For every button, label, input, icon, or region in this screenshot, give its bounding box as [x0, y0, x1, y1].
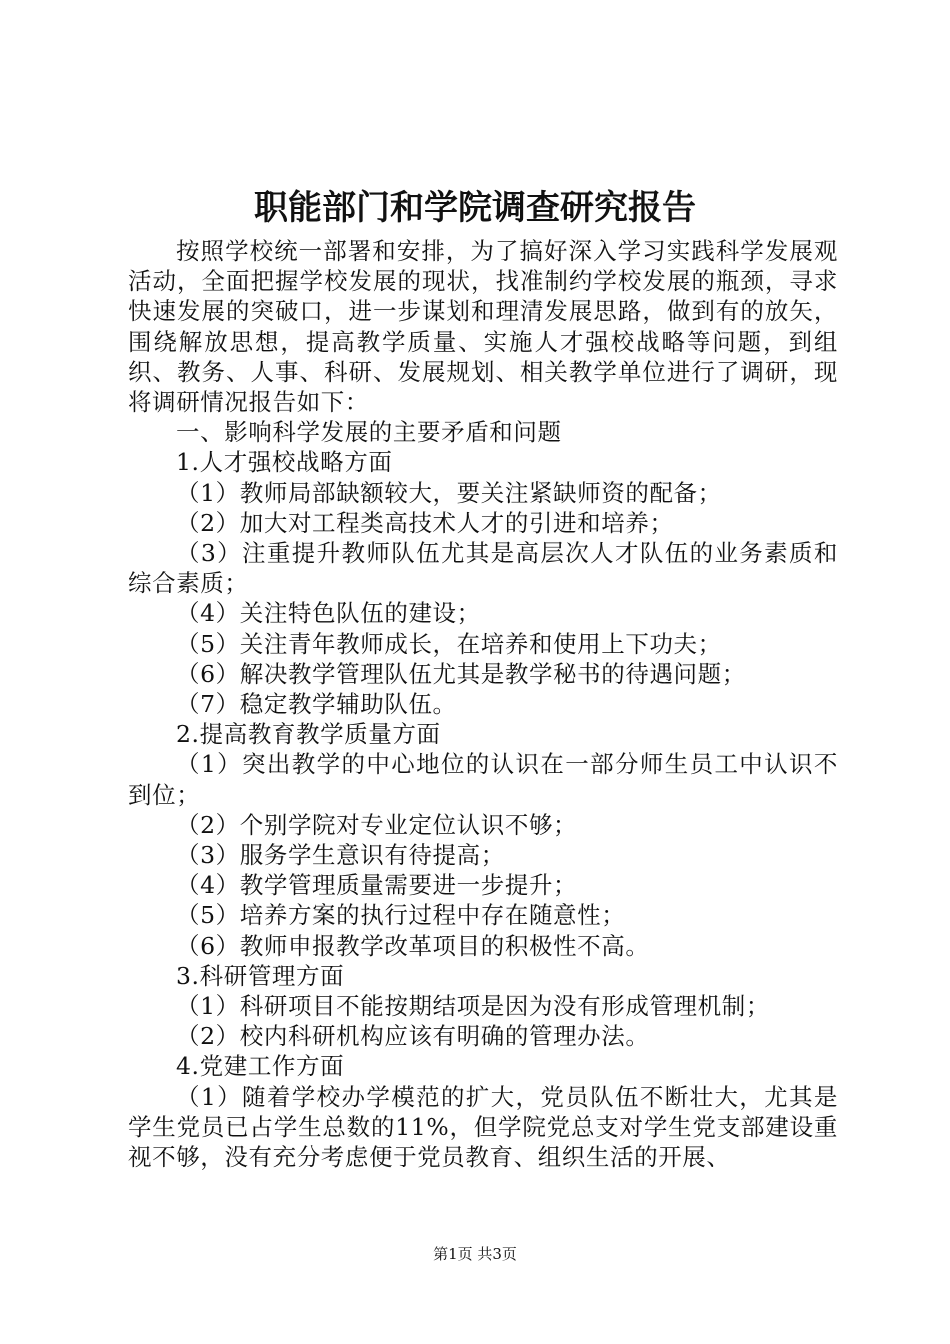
list-item: （4）关注特色队伍的建设； [176, 599, 481, 628]
intro-paragraph: 按照学校统一部署和安排，为了搞好深入学习实践科学发展观活动，全面把握学校发展的现状，找准制约学校发展的瓶颈，寻求快速发展的突破口，进一步谋划和理清发展思路，做到有的放矢，围绕解放思想，提高教学质量、实施人才强校战略等问题，到组织、教务、人事、科研、发展规划、相关教学单位进行了调研，现将调研情况报告如下： [128, 237, 838, 417]
list-item: （1）科研项目不能按期结项是因为没有形成管理机制； [176, 992, 770, 1021]
list-item: （5）培养方案的执行过程中存在随意性； [176, 901, 626, 930]
subsection-heading-teaching: 2.提高教育教学质量方面 [176, 720, 441, 749]
list-item: （3）服务学生意识有待提高； [176, 841, 505, 870]
list-item: （4）教学管理质量需要进一步提升； [176, 871, 578, 900]
list-item: （6）教师申报教学改革项目的积极性不高。 [176, 931, 650, 960]
list-item: （1）随着学校办学模范的扩大，党员队伍不断壮大，尤其是学生党员已占学生总数的11%，但学院党总支对学生党支部建设重视不够，没有充分考虑便于党员教育、组织生活的开展、 [128, 1082, 838, 1172]
list-item: （1）教师局部缺额较大，要关注紧缺师资的配备； [176, 478, 722, 507]
list-item: （2）个别学院对专业定位认识不够； [176, 810, 578, 839]
list-item: （6）解决教学管理队伍尤其是教学秘书的待遇问题； [176, 659, 746, 688]
section-heading-1: 一、影响科学发展的主要矛盾和问题 [176, 418, 562, 447]
subsection-heading-party: 4.党建工作方面 [176, 1052, 345, 1081]
list-item: （5）关注青年教师成长，在培养和使用上下功夫； [176, 629, 722, 658]
document-body [128, 236, 838, 1172]
page-footer: 第1页 共3页 [433, 1245, 517, 1263]
document-title: 职能部门和学院调查研究报告 [254, 188, 696, 228]
subsection-heading-talent: 1.人才强校战略方面 [176, 448, 393, 477]
list-item: （1）突出教学的中心地位的认识在一部分师生员工中认识不到位； [128, 750, 838, 809]
list-item: （3）注重提升教师队伍尤其是高层次人才队伍的业务素质和综合素质； [128, 539, 838, 598]
list-item: （7）稳定教学辅助队伍。 [176, 690, 457, 719]
list-item: （2）加大对工程类高技术人才的引进和培养； [176, 508, 674, 537]
subsection-heading-research: 3.科研管理方面 [176, 961, 345, 990]
list-item: （2）校内科研机构应该有明确的管理办法。 [176, 1022, 650, 1051]
